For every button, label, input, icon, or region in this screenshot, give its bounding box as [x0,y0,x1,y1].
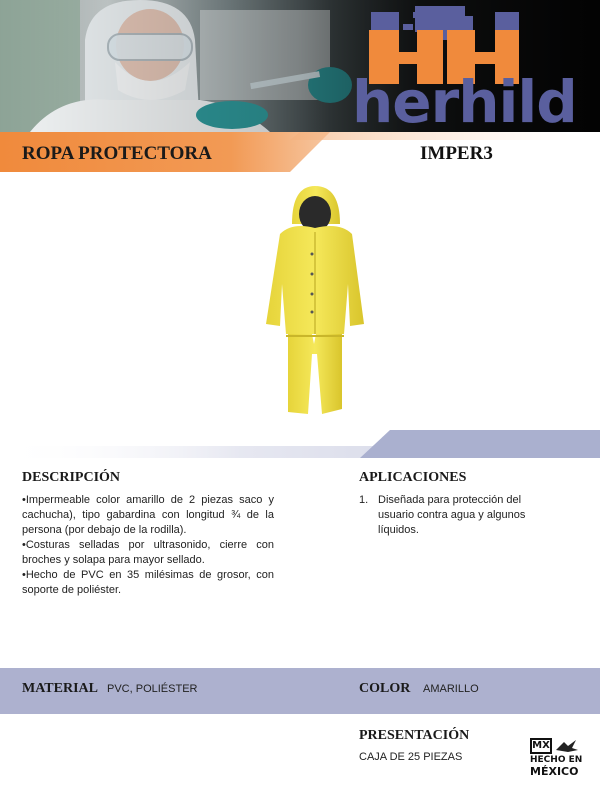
application-text: Diseñada para protección del usuario contra agua y algunos líquidos. [378,494,526,536]
category-title: ROPA PROTECTORA [22,143,212,164]
application-number: 1. [359,494,369,506]
description-heading: DESCRIPCIÓN [22,470,121,485]
header-banner [0,0,600,132]
description-bullet: •Impermeable color amarillo de 2 piezas saco y cachucha), tipo gabardina con longitud ¾ de la persona (por debajo de la rodilla). [22,494,274,536]
raincoat-product-image [262,184,368,420]
brand-name: herhild [352,68,577,132]
presentation-label: PRESENTACIÓN [359,728,470,743]
presentation-value: CAJA DE 25 PIEZAS [359,751,463,763]
description-bullet: •Hecho de PVC en 35 milésimas de grosor, con soporte de poliéster. [22,569,274,596]
color-label: COLOR [359,681,411,696]
product-sku: IMPER3 [420,143,493,164]
section-divider [0,428,600,458]
applications-heading: APLICACIONES [359,470,467,485]
badge-line1: HECHO EN [530,755,583,765]
hecho-en-mexico-badge [530,738,588,782]
material-label: MATERIAL [22,681,98,696]
material-value: PVC, POLIÉSTER [107,683,198,695]
eagle-icon [554,738,580,754]
description-body [22,493,274,598]
color-value: AMARILLO [423,683,479,695]
badge-line2: MÉXICO [530,765,579,778]
mx-code: MX [530,738,552,754]
description-bullet: •Costuras selladas por ultrasonido, cierre con broches y solapa para mayor sellado. [22,539,274,566]
applications-list [359,493,539,538]
